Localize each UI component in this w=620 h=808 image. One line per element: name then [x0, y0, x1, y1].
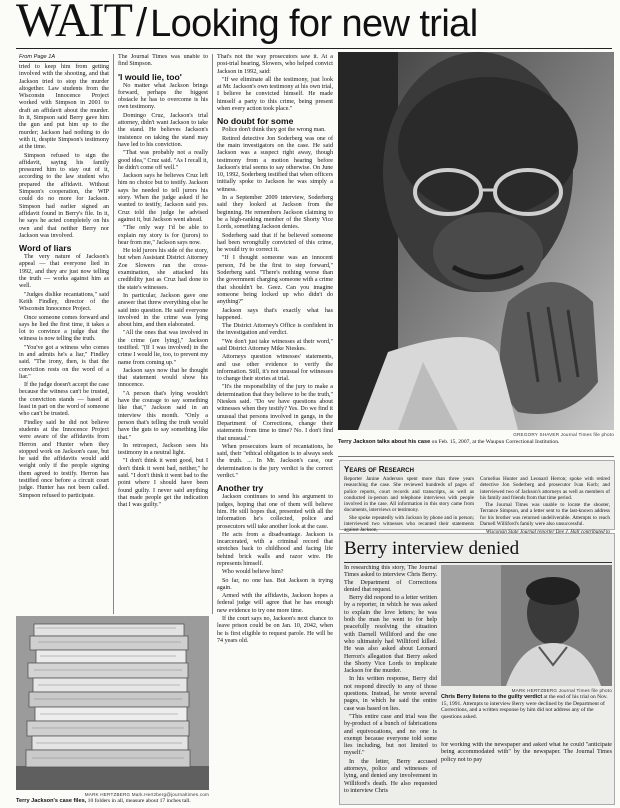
- research-col-right: [480, 476, 610, 542]
- article-column-2: [118, 54, 208, 614]
- paragraph: Domingo Cruz, Jackson's trial attorney, didn't want Jackson to take the stand. He believes Jackson's insistence on taking the stand may have led to his conviction.: [118, 112, 208, 148]
- research-columns: [344, 476, 610, 542]
- paragraph: In his written response, Berry did not respond directly to any of those questions. Instead, he wrote several pages, in which he said the entire case was based on lies.: [344, 676, 437, 712]
- article-column-3: [217, 54, 333, 808]
- paragraph: If the court says no, Jackson's next chance to leave prison could be on Jan. 10, 2042, when he is first eligible to request parole. He will be 74 years old.: [217, 616, 333, 644]
- paragraph: Once someone comes forward and says he lied the first time, it takes a lot to convince a judge that the witness is now telling the truth.: [19, 314, 109, 343]
- caption-text: 10 folders in all, measure about 17 inches tall.: [87, 798, 191, 804]
- photo-credit-files: MARK HERTZBERG Mark.Hertzberg@journaltimes.com: [84, 792, 209, 797]
- caption-text: at the end of his trial on Nov. 15, 1991. Attempts to interview Berry were declined by the Department of Corrections, and a written response by him did not address any of the questions asked.: [441, 694, 608, 720]
- section-rule: [338, 456, 614, 457]
- research-col-left: [344, 476, 474, 542]
- headline-rule: [16, 48, 612, 49]
- paragraph: If the judge doesn't accept the case because the witness can't be trusted, the conviction stands — based at least in part on the word of someone who can't be trusted.: [19, 382, 109, 418]
- article-column-1: [19, 54, 109, 614]
- paragraph: Soderberg said that if he believed someone had been wrongfully convicted of this crime, he would try to correct it.: [217, 232, 333, 254]
- berry-column-1: [344, 565, 437, 805]
- paragraph: Jackson continues to send his argument to judges, hoping that one of them will believe him. He still hopes that, presented with all the information he's collected, police and prosecutors will take another look at the case.: [217, 494, 333, 530]
- subhead-word-of-liars: Word of liars: [19, 243, 72, 254]
- paragraph: He acts from a disadvantage. Jackson is incarcerated, with a criminal record that stretches back to childhood and facing life behind brick walls and razor wire. He represents himself.: [217, 531, 333, 567]
- paragraph: "That was probably not a really good idea," Cruz said. "As I recall it, he didn't come off well.": [118, 150, 208, 171]
- paragraph: Jackson says he believes Cruz left him no choice but to testify. Jackson says he needed to tell jurors his story. When the judge asked if he wanted to testify, Jackson said yes. Cruz told the judge he advised against it, but Jackson went ahead.: [118, 173, 208, 223]
- paragraph: "If I thought someone was an innocent person, I'd be the first to step forward," Soderberg said. "There's nothing worse than the government charging someone with a crime that shouldn't be. Geez. Can you imagine someone being locked up who didn't do anything?": [217, 255, 333, 306]
- paragraph: "If we eliminate all the testimony, just look at Mr. Jackson's own testimony at his own trial, I believe he convicted himself. He made himself a party to this crime, being present when every action took place.": [217, 76, 333, 113]
- portrait-illustration: [441, 565, 612, 686]
- berry-column-2: [441, 742, 612, 804]
- paragraph: In retrospect, Jackson sees his testimony in a neutral light.: [118, 442, 208, 457]
- column-divider: [113, 54, 114, 614]
- paragraph: In a September 2009 interview, Soderberg said they looked at Jackson from the beginning. He remembers Jackson claiming to be a high-ranking member of the Shorty Vice Lords, something Jackson denies.: [217, 195, 333, 231]
- paragraph: She spoke repeatedly with Jackson by phone and in person; interviewed two witnesses who recanted their statements against Jackson,: [344, 514, 474, 534]
- paragraph: "I don't think it went good, but I don't think it went bad, neither," he said. "I don't think it went bad to the point where I should have been found guilty. I never said anything that made people get the indication that I was guilty.": [118, 458, 208, 509]
- paragraph: Findley said he did not believe students at the Innocence Project were aware of the affidavits from Herron and Hunter when they stopped work on Jackson's case, but he said the affidavits would add weight only if the people signing them agreed to testify. Herron has testified once before a circuit court judge. Hunter has not been called. Simpson refused to participate.: [19, 419, 109, 499]
- years-of-research-box: [339, 460, 615, 534]
- photo-credit-berry: MARK HERTZBERG Journal Times file photo: [511, 688, 612, 693]
- paragraph: The Journal Times was unable to find Simpson.: [118, 54, 208, 68]
- paragraph: The Journal Times was unable to locate the shooter, Terrance Simpson, and a letter sent to the last-known address for his brother was returned undeliverable. Attempts to reach Darnell Williford's family were also unsuccessful.: [480, 502, 610, 528]
- paragraph: No matter what Jackson brings forward, perhaps the biggest obstacle he has to overcome is his own testimony.: [118, 82, 208, 111]
- column-divider: [212, 54, 213, 614]
- paragraph: "Judges dislike recantations," said Keith Findley, director of the Wisconsin Innocence Project.: [19, 291, 109, 313]
- paragraph: for working with the newspaper and asked what he could "anticipate being accommodated with" by the newspaper. The Journal Times policy not to pay: [441, 742, 612, 763]
- chris-berry-photo: [441, 565, 612, 686]
- paragraph: In the letter, Berry accused attorneys, police and witnesses of lying, and denied any involvement in Williford's death. He also requested to interview Chris: [344, 758, 437, 794]
- berry-headline: Berry interview denied: [344, 538, 612, 563]
- paragraph: Jackson says now that he thought that statement would show his innocence.: [118, 367, 208, 389]
- paragraph: Simpson refused to sign the affidavit, saying his family pressured him to stay out of it, according to the law student who prepared the affidavit. Without Simpson's cooperation, the WIP could do no more for Jackson. Simpson had earlier signed an affidavit found in Berry's file. In it, he says he acted completely on his own and that neither Berry nor Jackson was involved.: [19, 152, 109, 239]
- paragraph: Police don't think they got the wrong man.: [222, 127, 326, 134]
- paragraph: Reporter Janine Anderson spent more than three years researching the case. She reviewed hundreds of pages of police reports, court records and transcripts, as well as conducted in-person and telephone interviews with people involved in the case. All information in this story came from documents, interviews or testimony.: [344, 476, 474, 514]
- paragraph: "You've got a witness who comes in and admits he's a liar," Findley said. "The irony, then, is that the conviction rests on the word of a liar.": [19, 344, 109, 380]
- caption-lead: Terry Jackson's case files,: [16, 798, 87, 804]
- paragraph: Jackson says that's exactly what has happened.: [217, 307, 333, 321]
- paragraph: Who would believe him?: [222, 569, 284, 576]
- paragraph: In researching this story, The Journal Times asked to interview Chris Berry. The Department of Corrections denied that request.: [344, 565, 437, 593]
- caption-files: [16, 798, 213, 805]
- terry-jackson-photo: [338, 52, 614, 430]
- caption-berry: [441, 694, 612, 720]
- case-files-photo: [16, 616, 209, 790]
- headline-separator: /: [135, 1, 148, 45]
- paragraph: tried to keep him from getting involved with the shooting, and that Jackson tried to stop the murder altogether. Law students from the Wisconsin Innocence Project worked with Simpson in 2001 to draft an affidavit about the murder. In it, Simpson said Berry gave him the gun and put him up to the murder; Jackson had nothing to do with it, despite Simpson's testimony at the time.: [19, 64, 109, 151]
- paragraph: The District Attorney's Office is confident in the investigation and verdict.: [217, 323, 333, 337]
- berry-sidebar: [339, 533, 615, 805]
- headline-title: Looking for new trial: [150, 3, 478, 45]
- portrait-illustration: [338, 52, 614, 430]
- caption-lead: Chris Berry listens to the guilty verdict: [441, 694, 543, 700]
- file-stack-illustration: [16, 616, 209, 790]
- paragraph: When prosecutors learn of recantations, he said, their "ethical obligation is to always seek the truth. ... In Mr. Jackson's case, our determination is the jury verdict is the correct verdict.": [217, 443, 333, 480]
- paragraph: "A person that's lying wouldn't have the courage to say something like that," Jackson said in an interview this month. "Only a person that's telling the truth would have the guts to say something like that.": [118, 390, 208, 441]
- paragraph: "We don't just take witnesses at their word," said District Attorney Mike Nieskes.: [217, 338, 333, 352]
- subhead-no-doubt: No doubt for some: [217, 116, 294, 127]
- continued-from: From Page 1A: [19, 54, 109, 62]
- paragraph: In particular, Jackson gave one answer that threw everything else he said into question. He said everyone involved in the crime was lying about him, and then elaborated.: [118, 292, 208, 329]
- research-title: Years of Research: [344, 465, 414, 474]
- subhead-i-would-lie-too: 'I would lie, too': [118, 71, 182, 82]
- headline: [16, 0, 616, 46]
- paragraph: The very nature of Jackson's appeal — that everyone lied in 1992, and they are just now telling the truth — works against him as well.: [19, 254, 109, 290]
- paragraph: "This entire case and trial was the by-product of a bunch of fabrications and equivocations, and no one is exempt because everyone told some lies including, but not limited to myself.": [344, 713, 437, 757]
- paragraph: "It's the responsibility of the jury to make a determination that they believe to be the truth," Nieskes said. "Do we have questions about witnesses when they testify? Yes. Do we find it unusual that persons involved in gangs, in the Department of Corrections, change their statements from time to time? No. I don't find that unusual.": [217, 384, 333, 442]
- paragraph: Cornelius Hunter and Leonard Herron; spoke with retired detective Jon Soderberg and prosecutor Ivan Korb; and interviewed two of Jackson's attorneys as well as members of his family and friends from that time period.: [480, 476, 610, 501]
- paragraph: He told jurors his side of the story, but when Assistant District Attorney Zoe Slowers ran the cross-examination, she attacked his credibility just as Cruz had done to the state's witnesses.: [118, 248, 208, 291]
- paragraph: That's not the way prosecutors saw it. At a post-trial hearing, Slowers, who helped convict Jackson in 1992, said:: [217, 54, 333, 75]
- paragraph: Retired detective Jon Soderberg was one of the main investigators on the case. He said Jackson was a suspect right away, though testimony from a motion hearing before Jackson's trial seems to say otherwise. On June 10, 1992, Soderberg testified that when officers initially spoke to Jackson he was simply a witness.: [217, 135, 333, 193]
- paragraph: Berry did respond to a letter written by a reporter, in which he was asked to explain the love letters; he was both the man he went to for help peacefully resolving the situation with Darnell Williford and the one who ultimately had Williford killed. He was also asked about Leonard Herron's allegation that Berry asked the Shorty Vice Lords to implicate Jackson for the murder.: [344, 595, 437, 675]
- headline-word: WAIT: [16, 0, 132, 47]
- caption-jackson: [338, 439, 614, 446]
- paragraph: "The only way I'd be able to explain my story is for (jurors) to hear from me," Jackson says now.: [118, 225, 208, 246]
- paragraph: Attorneys question witnesses' statements, and use other evidence to verify the information. Still, it's not unusual for witnesses to change their stories at trial.: [217, 354, 333, 383]
- caption-text: on Feb. 15, 2007, at the Waupun Correctional Institution.: [431, 439, 560, 445]
- paragraph: So far, no one has. But Jackson is trying again.: [217, 577, 333, 591]
- paragraph: Armed with the affidavits, Jackson hopes a federal judge will agree that he has enough new evidence to try one more time.: [217, 593, 333, 614]
- paragraph: "All the ones that was involved in the crime (are lying)," Jackson testified. "(If I was involved) in the crime I would lie, too, to prevent my name from coming up.": [118, 330, 208, 366]
- caption-lead: Terry Jackson talks about his case: [338, 439, 431, 445]
- subhead-another-try: Another try: [217, 483, 264, 494]
- photo-credit-jackson: GREGORY SHAVER Journal Times file photo: [513, 432, 614, 437]
